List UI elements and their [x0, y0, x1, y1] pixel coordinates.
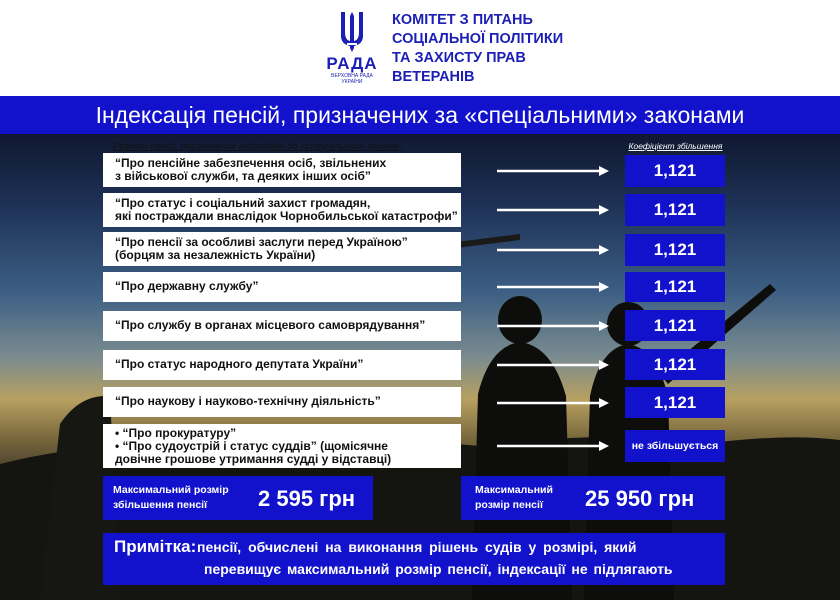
- coefficient-value: 1,121: [625, 349, 725, 380]
- arrow-right-icon: [497, 398, 609, 408]
- law-item: “Про службу в органах місцевого самоврядування”: [103, 311, 461, 341]
- header: [0, 0, 840, 96]
- coefficient-value: 1,121: [625, 310, 725, 341]
- note-text-line-1: пенсії, обчислені на виконання рішень судів у розмірі, який: [197, 539, 637, 555]
- law-item: “Про наукову і науково-технічну діяльність”: [103, 387, 461, 417]
- max-pension-value: 25 950 грн: [585, 486, 695, 511]
- logo-subtitle: ВЕРХОВНА РАДА УКРАЇНИ: [331, 73, 373, 85]
- rada-logo: [316, 10, 388, 90]
- max-increase-box: [103, 476, 373, 520]
- note-label: Примітка:: [114, 537, 197, 556]
- law-item: “Про пенсії за особливі заслуги перед Україною” (борцям за незалежність України): [103, 232, 461, 266]
- arrow-right-icon: [497, 245, 609, 255]
- note-text-line-2: перевищує максимальний розмір пенсії, індексації не підлягають: [204, 561, 673, 577]
- max-pension-label: Максимальний розмір пенсії: [475, 484, 553, 511]
- committee-name: КОМІТЕТ З ПИТАНЬ СОЦІАЛЬНОЇ ПОЛІТИКИ ТА ЗАХИСТУ ПРАВ ВЕТЕРАНІВ: [392, 12, 564, 85]
- law-item: “Про пенсійне забезпечення осіб, звільнених з військової служби, та деяких інших осіб”: [103, 153, 461, 187]
- arrow-right-icon: [497, 321, 609, 331]
- page-title: Індексація пенсій, призначених за «спеціальними» законами: [0, 96, 840, 134]
- max-pension-box: [461, 476, 725, 520]
- arrow-right-icon: [497, 360, 609, 370]
- note-box: [103, 533, 725, 585]
- coefficient-value: 1,121: [625, 194, 725, 226]
- arrow-right-icon: [497, 282, 609, 292]
- coefficient-value: не збільшується: [625, 430, 725, 462]
- coefficient-value: 1,121: [625, 272, 725, 302]
- coefficient-value: 1,121: [625, 234, 725, 266]
- laws-caption: Розміри пенсії, призначених відповідно до «спеціальних» законів:: [113, 141, 402, 152]
- arrow-right-icon: [497, 166, 609, 176]
- max-increase-label: Максимальний розмір збільшення пенсії: [113, 484, 229, 511]
- arrow-right-icon: [497, 441, 609, 451]
- law-item: “Про статус народного депутата України”: [103, 350, 461, 380]
- arrow-right-icon: [497, 205, 609, 215]
- logo-word: РАДА: [326, 54, 378, 73]
- coefficient-value: 1,121: [625, 387, 725, 418]
- max-increase-value: 2 595 грн: [258, 486, 356, 511]
- coefficient-caption: Коефіцієнт збільшення: [628, 141, 723, 151]
- law-item: “Про державну службу”: [103, 272, 461, 302]
- law-item: • “Про прокуратуру” • “Про судоустрій і статус суддів” (щомісячне довічне грошове утримання судді у відставці): [103, 424, 461, 468]
- coefficient-value: 1,121: [625, 155, 725, 187]
- trident-icon: [338, 10, 366, 52]
- law-item: “Про статус і соціальний захист громадян, які постраждали внаслідок Чорнобильської катастрофи”: [103, 193, 461, 227]
